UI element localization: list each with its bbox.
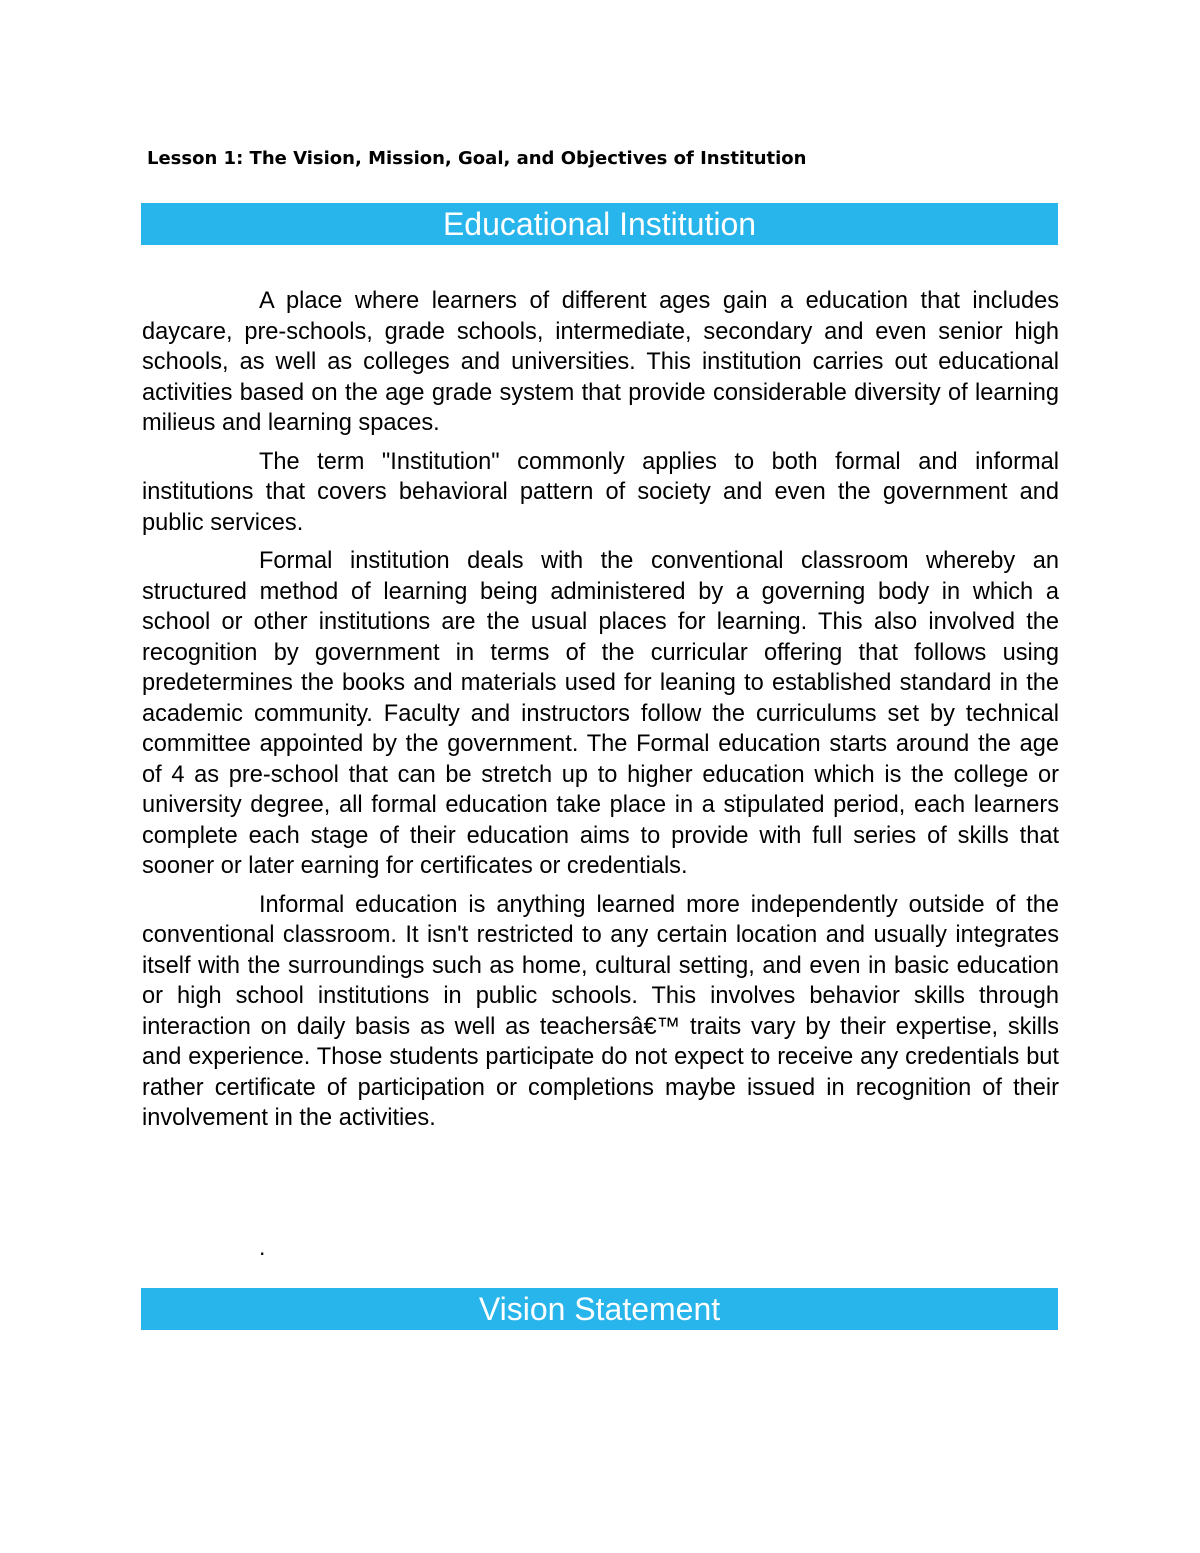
paragraph-definition: A place where learners of different ages gain a education that includes daycare, pre-schools, grade schools, intermediate, secondary and even senior high schools, as well as colleges and universities. This institution carries out educational activities based on the age grade system that provide considerable diversity of learning milieus and learning spaces.: [142, 288, 1059, 436]
section-heading-vision-statement: Vision Statement: [141, 1288, 1058, 1330]
paragraph-formal-institution: Formal institution deals with the conventional classroom whereby an structured method of learning being administered by a governing body in which a school or other institutions are the usual places for learning. This also involved the recognition by government in terms of the curricular offering that follows using predetermines the books and materials used for leaning to established standard in the academic community. Faculty and instructors follow the curriculums set by technical committee appointed by the government. The Formal education starts around the age of 4 as pre-school that can be stretch up to higher education which is the college or university degree, all formal education take place in a stipulated period, each learners complete each stage of their education aims to provide with full series of skills that sooner or later earning for certificates or credentials.: [142, 548, 1059, 879]
paragraph-institution-term: The term "Institution" commonly applies to both formal and informal institutions that covers behavioral pattern of society and even the government and public services.: [142, 448, 1059, 536]
paragraph-informal-education: Informal education is anything learned more independently outside of the conventional classroom. It isn't restricted to any certain location and usually integrates itself with the surroundings such as home, cultural setting, and even in basic education or high school institutions in public schools. This involves behavior skills through interaction on daily basis as well as teachersâ€™ traits vary by their expertise, skills and experience. Those students participate do not expect to receive any credentials but rather certificate of participation or completions maybe issued in recognition of their involvement in the activities.: [142, 891, 1059, 1131]
section-body-educational-institution: [142, 286, 1059, 1142]
lesson-title: Lesson 1: The Vision, Mission, Goal, and Objectives of Institution: [147, 148, 807, 169]
trailing-dot: .: [259, 1234, 266, 1260]
section-heading-educational-institution: Educational Institution: [141, 203, 1058, 245]
